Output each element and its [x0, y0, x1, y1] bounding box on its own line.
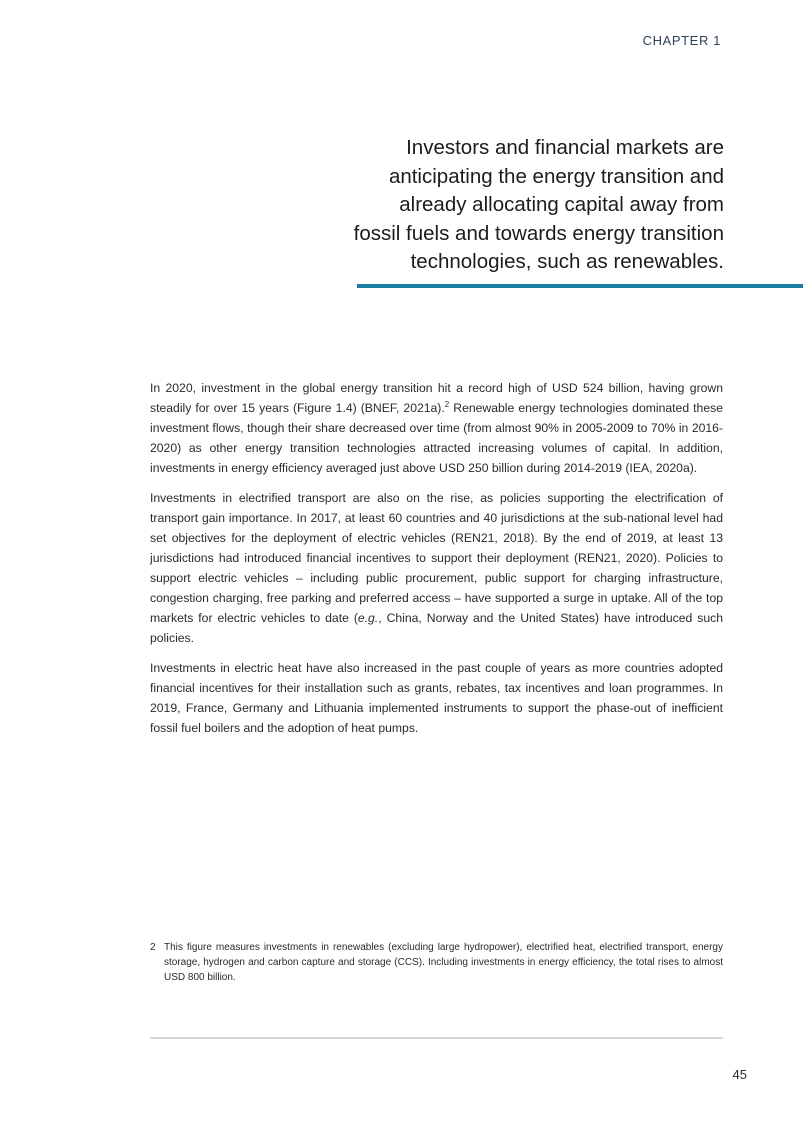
body-text-run: Renewable energy technologies dominated these investment flows, though their share decreased over time (from almost 90% in 2005-2009 to 70% in 2016-2020) as other energy transition technologies attracted increasing volumes of capital. In addition, investments in energy efficiency averaged just above USD 250 billion during 2014-2019 (IEA, 2020a). [150, 401, 723, 475]
footnote [150, 940, 723, 985]
body-text-run: Investments in electrified transport are also on the rise, as policies supporting the electrification of transport gain importance. In 2017, at least 60 countries and 40 jurisdictions at the sub-national level had set objectives for the deployment of electric vehicles (REN21, 2018). By the end of 2019, at least 13 jurisdictions had introduced financial incentives to support their deployment (REN21, 2020). Policies to support electric vehicles – including public procurement, public support for charging infrastructure, congestion charging, free parking and preferred access – have supported a surge in uptake. All of the top markets for electric vehicles to date ( [150, 491, 723, 625]
footnote-text: This figure measures investments in renewables (excluding large hydropower), electrified heat, electrified transport, energy storage, hydrogen and carbon capture and storage (CCS). Including investments in energy efficiency, the total rises to almost USD 800 billion. [164, 942, 723, 983]
pull-quote [340, 134, 724, 277]
body-text-run: In 2020, investment in the global energy transition hit a record high of USD 524 billion, having grown steadily for over 15 years (Figure 1.4) (BNEF, 2021a). [150, 381, 723, 415]
pull-quote-divider [357, 284, 803, 288]
page-number: 45 [732, 1067, 747, 1082]
footnote-number: 2 [150, 942, 156, 953]
pull-quote-line: already allocating capital away from [399, 193, 724, 216]
body-text-run: , China, Norway and the United States) have introduced such policies. [150, 611, 723, 645]
body-text [150, 378, 723, 748]
footnote-reference[interactable]: 2 [444, 399, 450, 409]
pull-quote-line: anticipating the energy transition and [388, 164, 724, 188]
body-paragraph [150, 488, 723, 648]
pull-quote-line: fossil fuels and towards energy transition [353, 221, 724, 245]
pull-quote-line: technologies, such as renewables. [410, 250, 724, 273]
body-text-italic: e.g. [357, 611, 379, 625]
body-paragraph: Investments in electric heat have also increased in the past couple of years as more countries adopted financial incentives for their installation such as grants, rebates, tax incentives and loan programmes. In 2019, France, Germany and Lithuania implemented instruments to support the phase-out of inefficient fossil fuel boilers and the adoption of heat pumps. [150, 661, 723, 735]
body-paragraph [150, 378, 723, 478]
pull-quote-line: Investors and financial markets are [406, 136, 724, 159]
footer-divider [150, 1037, 723, 1039]
chapter-label: CHAPTER 1 [642, 33, 721, 48]
